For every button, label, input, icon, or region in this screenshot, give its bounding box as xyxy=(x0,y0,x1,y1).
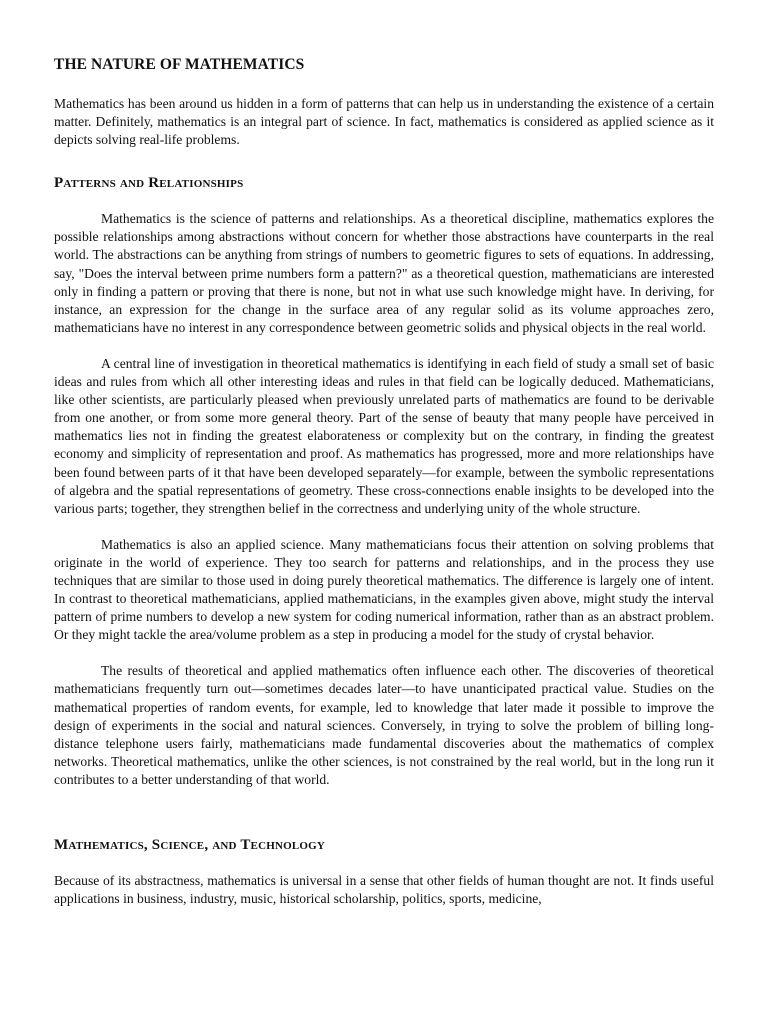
patterns-paragraph-1: Mathematics is the science of patterns and relationships. As a theoretical discipline, mathematics explores the possible relationships among abstractions without concern for whether those abstractions have counterparts in the real world. The abstractions can be anything from strings of numbers to geometric figures to sets of equations. In addressing, say, "Does the interval between prime numbers form a pattern?" as a theoretical question, mathematicians are interested only in finding a pattern or proving that there is none, but not in what use such knowledge might have. In deriving, for instance, an expression for the change in the surface area of any regular solid as its volume approaches zero, mathematicians have no interest in any correspondence between geometric solids and physical objects in the real world. xyxy=(54,211,714,335)
patterns-paragraph-4: The results of theoretical and applied mathematics often influence each other. The discoveries of theoretical mathematicians frequently turn out—sometimes decades later—to have unanticipated practical value. Studies on the mathematical properties of random events, for example, led to knowledge that later made it possible to improve the design of experiments in the social and natural sciences. Conversely, in trying to solve the problem of billing long-distance telephone users fairly, mathematicians made fundamental discoveries about the mathematics of complex networks. Theoretical mathematics, unlike the other sciences, is not constrained by the real world, but in the long run it contributes to a better understanding of that world. xyxy=(54,663,714,787)
technology-paragraph-1: Because of its abstractness, mathematics is universal in a sense that other fields of human thought are not. It finds useful applications in business, industry, music, historical scholarship, politics, sports, medicine, xyxy=(54,873,714,907)
document-title: THE NATURE OF MATHEMATICS xyxy=(54,56,305,73)
patterns-paragraph-3: Mathematics is also an applied science. Many mathematicians focus their attention on solving problems that originate in the world of experience. They too search for patterns and relationships, and in the process they use techniques that are similar to those used in doing purely theoretical mathematics. The difference is largely one of intent. In contrast to theoretical mathematicians, applied mathematicians, in the examples given above, might study the interval pattern of prime numbers to develop a new system for coding numerical information, rather than as an abstract problem. Or they might tackle the area/volume problem as a step in producing a model for the study of crystal behavior. xyxy=(54,536,714,643)
patterns-paragraph-2: A central line of investigation in theoretical mathematics is identifying in each field of study a small set of basic ideas and rules from which all other interesting ideas and rules in that field can be logically deduced. Mathematicians, like other scientists, are particularly pleased when previously unrelated parts of mathematics are found to be derivable from one another, or from some more general theory. Part of the sense of beauty that many people have perceived in mathematics lies not in finding the greatest elaborateness or complexity but on the contrary, in finding the greatest economy and simplicity of representation and proof. As mathematics has progressed, more and more relationships have been found between parts of it that have been developed separately—for example, between the symbolic representations of algebra and the spatial representations of geometry. These cross-connections enable insights to be developed into the various parts; together, they strengthen belief in the correctness and underlying unity of the whole structure. xyxy=(54,355,714,516)
intro-paragraph: Mathematics has been around us hidden in a form of patterns that can help us in understanding the existence of a certain matter. Definitely, mathematics is an integral part of science. In fact, mathematics is considered as applied science as it depicts solving real-life problems. xyxy=(54,96,714,148)
section-heading-technology: Mathematics, Science, and Technology xyxy=(54,837,326,853)
section-heading-patterns: Patterns and Relationships xyxy=(54,175,244,192)
